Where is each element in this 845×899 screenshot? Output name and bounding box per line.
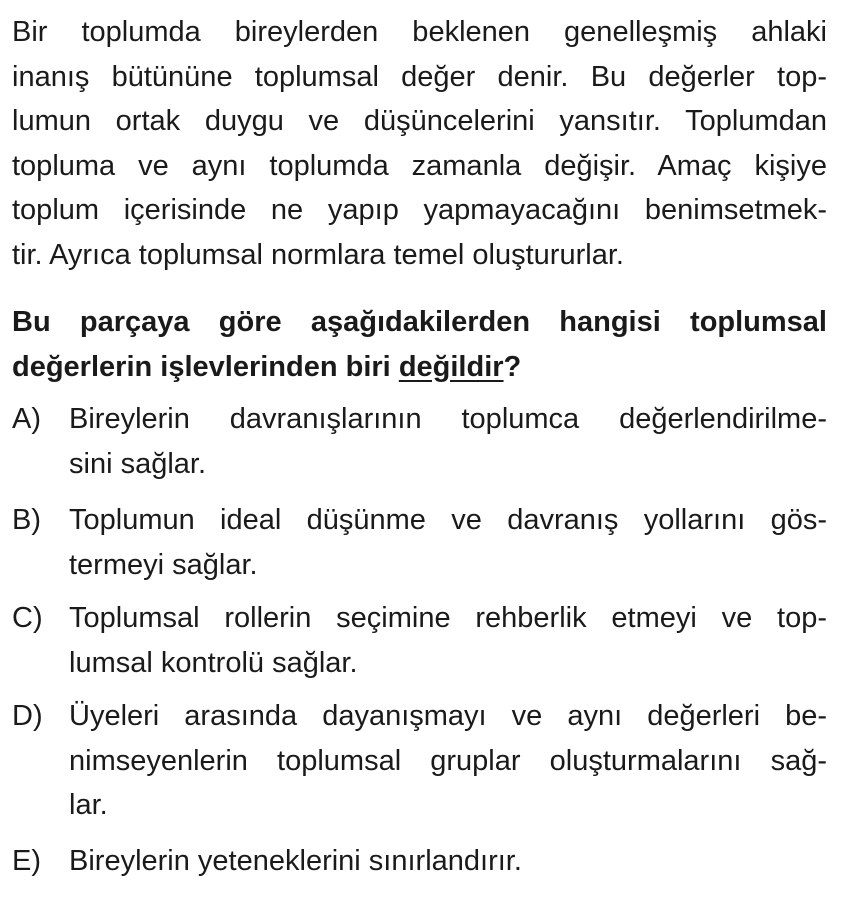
passage-line: lumun ortak duygu ve düşüncelerini yansıtır. Toplumdan <box>12 105 827 137</box>
option-letter: A) <box>12 403 41 435</box>
passage-line: Bir toplumda bireylerden beklenen genelleşmiş ahlaki <box>12 16 827 48</box>
question-mark: ? <box>503 350 522 383</box>
passage-line: topluma ve aynı toplumda zamanla değişir. Amaç kişiye <box>12 149 827 182</box>
option-letter: C) <box>12 602 43 634</box>
option-text-line: Toplumun ideal düşünme ve davranış yollarını gös- <box>69 504 827 536</box>
passage-line: inanış bütününe toplumsal değer denir. Bu değerler top- <box>12 60 827 93</box>
negation-word: değildir <box>398 350 504 383</box>
option-text-line: termeyi sağlar. <box>69 548 258 581</box>
option-text-line: lar. <box>69 789 108 821</box>
option-text-line: Bireylerin yeteneklerini sınırlandırır. <box>69 845 522 877</box>
option-text-line: lumsal kontrolü sağlar. <box>69 646 358 679</box>
option-text-line: sini sağlar. <box>69 447 207 480</box>
option-text-line: Üyeleri arasında dayanışmayı ve aynı değerleri be- <box>69 700 827 732</box>
option-letter: D) <box>12 700 43 732</box>
option-text-line: Bireylerin davranışlarının toplumca değerlendirilme- <box>69 403 827 435</box>
passage-text <box>12 10 827 277</box>
question-prefix: değerlerin işlevlerinden biri <box>12 350 399 383</box>
question-stem <box>12 300 827 389</box>
question-line: Bu parçaya göre aşağıdakilerden hangisi toplumsal <box>12 306 827 338</box>
option-text-line: Toplumsal rollerin seçimine rehberlik etmeyi ve top- <box>69 602 827 634</box>
passage-line: tir. Ayrıca toplumsal normlara temel oluştururlar. <box>12 238 624 271</box>
option-letter: B) <box>12 504 41 536</box>
question-line <box>12 345 827 390</box>
passage-line: toplum içerisinde ne yapıp yapmayacağını benimsetmek- <box>12 194 827 226</box>
option-text-line: nimseyenlerin toplumsal gruplar oluşturmalarını sağ- <box>69 744 827 777</box>
option-letter: E) <box>12 845 41 877</box>
